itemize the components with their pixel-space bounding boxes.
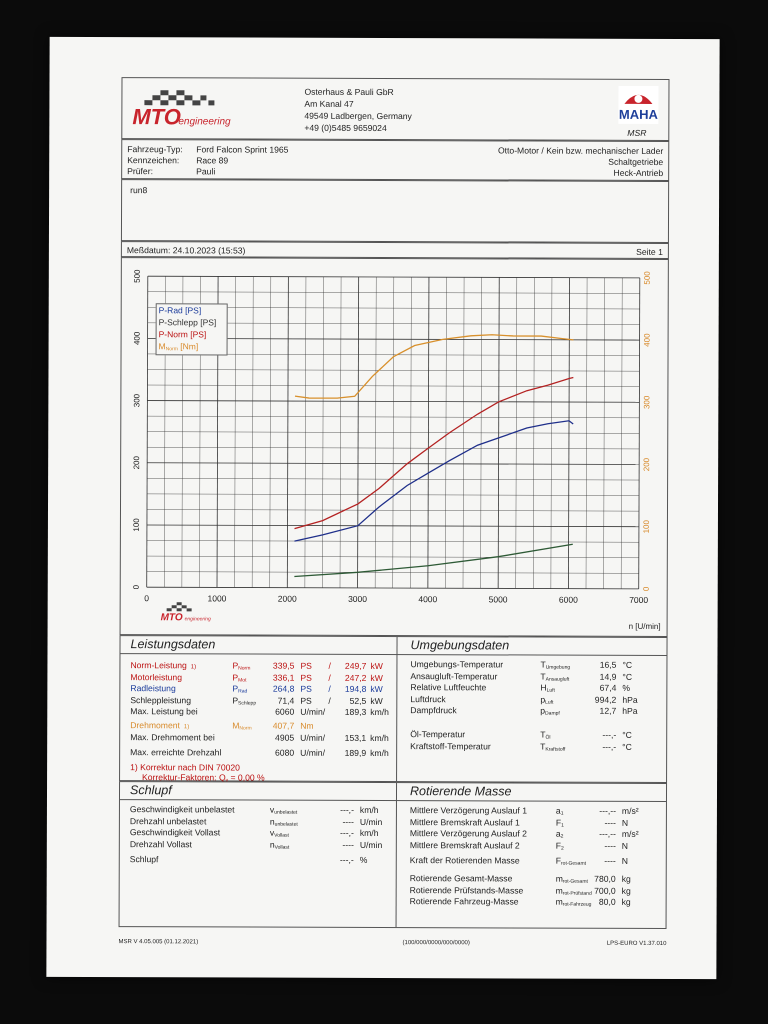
masse-label: Mittlere Bremskraft Auslauf 2 <box>409 839 520 850</box>
x-tick-label: 7000 <box>629 594 649 605</box>
torque-row-unit-2: km/h <box>370 732 389 744</box>
leistung-unit-1: PS <box>300 660 312 671</box>
y-right-tick-label: 500 <box>642 271 652 285</box>
masse-symbol: $m_{rot-Gesamt}$ <box>555 873 588 885</box>
drive-info: Heck-Antrieb <box>613 167 664 178</box>
leistung-value-2: 189,3 <box>344 706 367 717</box>
umgebung-symbol: $T_{Öl}$ <box>540 729 551 741</box>
legend-m-sym: M <box>158 341 166 352</box>
footer-right: LPS-EURO V1.37.010 <box>606 940 667 947</box>
umgebung-label: Kraftstoff-Temperatur <box>410 740 491 751</box>
report-frame <box>118 77 669 949</box>
page-number: Seite 1 <box>636 246 663 257</box>
masse-value: ---- <box>604 855 616 866</box>
leistung-unit-2: km/h <box>370 706 389 718</box>
leistung-unit-2: kW <box>370 660 383 672</box>
umgebung-symbol: $T_{Ansaugluft}$ <box>540 671 570 683</box>
masse-unit: kg <box>621 885 631 896</box>
torque-row-unit-1: U/min/ <box>300 732 326 743</box>
meas-date: Meßdatum: 24.10.2023 (15:53) <box>126 245 246 256</box>
leistung-label: Radleistung <box>130 683 176 694</box>
meas-bar <box>121 241 669 259</box>
masse-value: 780,0 <box>594 873 616 884</box>
legend-p-rad: P-Rad [PS] <box>158 305 202 316</box>
x-axis-label: n [U/min] <box>628 621 661 631</box>
umgebung-symbol: $p_{Luft}$ <box>540 694 554 706</box>
masse-symbol: $F_1$ <box>555 817 564 829</box>
x-tick-label: 5000 <box>488 594 508 605</box>
y-left-tick-label: 0 <box>131 584 141 590</box>
x-tick-label: 2000 <box>277 593 297 604</box>
leistung-unit-1: PS <box>300 672 312 683</box>
leistung-symbol: $P_{Schlepp}$ <box>232 694 257 707</box>
legend-m-sub: Norm <box>165 346 178 353</box>
schlupf-value: ---- <box>342 839 354 850</box>
torque-row-value-1: 6080 <box>275 747 295 758</box>
umgebung-title: Umgebungsdaten <box>410 638 510 653</box>
leistung-sep: / <box>328 683 331 694</box>
y-right-tick-label: 200 <box>642 457 652 472</box>
schlupf-label: Schlupf <box>129 854 159 865</box>
schlupf-unit: U/min <box>359 816 383 827</box>
mini-logo <box>161 602 211 623</box>
schlupf-value: ---,- <box>340 827 354 838</box>
y-right-tick-label: 400 <box>642 333 652 347</box>
schlupf-unit: U/min <box>359 839 383 850</box>
schlupf-symbol: $v_{Vollast}$ <box>269 827 289 839</box>
schlupf-value: ---,- <box>339 854 354 865</box>
leistung-unit-2: kW <box>370 695 383 706</box>
msr-label: MSR <box>627 127 647 138</box>
torque-row-value-2: 189,9 <box>344 747 367 758</box>
leistung-label: Norm-Leistung 1) <box>130 660 197 671</box>
umgebung-label: Öl-Temperatur <box>410 729 466 740</box>
schlupf-value: ---,- <box>340 804 354 815</box>
logo-sub: engineering <box>178 116 231 128</box>
masse-title: Rotierende Masse <box>409 784 512 799</box>
y-right-tick-label: 100 <box>641 520 651 534</box>
maha-logo <box>614 86 662 126</box>
schlupf-label: Drehzahl Vollast <box>129 838 192 849</box>
umgebung-unit: % <box>622 682 631 693</box>
torque-unit: Nm <box>300 720 314 731</box>
umgebung-value: 16,5 <box>599 659 617 670</box>
masse-label: Rotierende Prüfstands-Masse <box>409 884 524 895</box>
type-label: Fahrzeug-Typ: <box>127 144 183 155</box>
umgebung-unit: hPa <box>622 694 638 705</box>
leistung-unit-1: PS <box>300 683 312 694</box>
schlupf-symbol: $v_{unbelastet}$ <box>269 804 298 816</box>
masse-value: ---- <box>604 840 616 851</box>
y-left-tick-label: 400 <box>132 331 142 346</box>
masse-unit: kg <box>621 873 631 884</box>
leistung-value-2: 247,2 <box>344 672 367 683</box>
series-line-0 <box>294 420 573 542</box>
leistung-value-1: 71,4 <box>277 695 295 706</box>
leistung-unit-1: U/min/ <box>300 706 326 717</box>
footer-left: MSR V 4.05.005 (01.12.2021) <box>118 939 199 946</box>
schlupf-unit: km/h <box>359 804 379 815</box>
umgebung-value: 12,7 <box>599 705 617 716</box>
masse-value: ---,-- <box>599 828 616 839</box>
legend-p-norm: P-Norm [PS] <box>158 329 207 340</box>
x-tick-label: 4000 <box>418 594 438 605</box>
schlupf-unit: km/h <box>359 827 379 838</box>
leistung-symbol: $P_{Rad}$ <box>232 683 248 695</box>
leistung-value-1: 6060 <box>275 706 295 717</box>
torque-value: 407,7 <box>272 720 295 731</box>
umgebung-symbol: $T_{Kraftstoff}$ <box>540 741 566 753</box>
report-header <box>121 77 669 141</box>
footnote-1: 1) Korrektur nach DIN 70020 <box>130 762 240 773</box>
umgebung-label: Ansaugluft-Temperatur <box>410 670 498 681</box>
umgebung-value: 994,2 <box>594 694 617 705</box>
umgebung-value: ---,- <box>602 729 617 740</box>
data-box <box>119 635 668 783</box>
leistung-label: Schleppleistung <box>130 694 192 705</box>
masse-unit: N <box>621 840 629 851</box>
leistung-value-2: 52,5 <box>349 695 367 706</box>
logo-text: MTO <box>132 104 181 130</box>
company-line-3: 49549 Ladbergen, Germany <box>304 110 412 122</box>
notes-box <box>121 179 669 243</box>
umgebung-symbol: $T_{Umgebung}$ <box>540 659 571 671</box>
torque-row-value-1: 4905 <box>275 732 295 743</box>
masse-unit: m/s² <box>621 805 639 816</box>
masse-label: Kraft der Rotierenden Masse <box>409 855 520 866</box>
masse-value: ---,-- <box>599 805 616 816</box>
leistung-value-1: 336,1 <box>272 672 295 683</box>
notes-text: run8 <box>130 185 148 196</box>
umgebung-unit: °C <box>622 659 633 670</box>
masse-symbol: $m_{rot-Fahrzeug}$ <box>555 896 592 908</box>
legend-p-schlepp: P-Schlepp [PS] <box>158 317 217 328</box>
leistung-sep: / <box>328 672 331 683</box>
torque-row-unit-1: U/min/ <box>300 747 326 758</box>
footnote-2: Korrektur-Faktoren: $Q_v = 0,00$ % <box>142 772 265 784</box>
x-tick-label: 0 <box>144 593 150 604</box>
masse-unit: N <box>621 817 629 828</box>
masse-label: Rotierende Gesamt-Masse <box>409 873 513 884</box>
mini-logo-sub: engineering <box>184 616 211 623</box>
umgebung-label: Relative Luftfeuchte <box>410 682 487 693</box>
umgebung-value: 67,4 <box>599 682 617 693</box>
gearbox-info: Schaltgetriebe <box>608 156 664 167</box>
masse-symbol: $F_{rot-Gesamt}$ <box>555 855 587 867</box>
tester-label: Prüfer: <box>127 166 153 177</box>
company-line-1: Osterhaus & Pauli GbR <box>304 86 394 98</box>
maha-text: MAHA <box>618 106 658 122</box>
leistung-value-2: 249,7 <box>344 660 367 671</box>
y-right-tick-label: 300 <box>642 395 652 410</box>
y-right-tick-label: 0 <box>641 586 651 592</box>
legend-m-unit: [Nm] <box>177 341 199 352</box>
series-line-2 <box>295 376 574 529</box>
tester-value: Pauli <box>196 166 216 177</box>
masse-value: ---- <box>604 817 616 828</box>
y-left-tick-label: 500 <box>132 269 142 283</box>
masse-value: 80,0 <box>598 896 616 907</box>
y-left-tick-label: 100 <box>131 518 141 532</box>
umgebung-unit: hPa <box>622 705 638 716</box>
umgebung-symbol: $H_{Luft}$ <box>540 682 555 694</box>
schlupf-label: Geschwindigkeit unbelastet <box>129 804 235 815</box>
schlupf-title: Schlupf <box>129 783 172 798</box>
paper-sheet <box>46 37 719 979</box>
masse-value: 700,0 <box>594 885 616 896</box>
torque-row-unit-2: km/h <box>370 747 389 759</box>
schlupf-label: Drehzahl unbelastet <box>129 815 207 826</box>
masse-symbol: $m_{rot-Prüfstand}$ <box>555 885 592 897</box>
masse-unit: m/s² <box>621 828 639 839</box>
torque-row-label: Max. Drehmoment bei <box>130 732 215 743</box>
engine-info: Otto-Motor / Kein bzw. mechanischer Lader <box>497 145 664 156</box>
torque-row-value-2: 153,1 <box>344 732 367 743</box>
plate-label: Kennzeichen: <box>127 155 180 166</box>
leistung-title: Leistungsdaten <box>130 637 216 652</box>
schlupf-value: ---- <box>342 816 354 827</box>
masse-symbol: $a_1$ <box>555 805 564 817</box>
umgebung-label: Dampfdruck <box>410 705 457 716</box>
company-line-2: Am Kanal 47 <box>304 98 354 109</box>
torque-symbol: $M_{Norm}$ <box>232 720 252 732</box>
chart-box <box>120 257 669 637</box>
schlupf-label: Geschwindigkeit Vollast <box>129 827 221 838</box>
leistung-value-1: 339,5 <box>272 660 295 671</box>
torque-label: Drehmoment 1) <box>130 720 190 731</box>
umgebung-unit: °C <box>622 671 633 682</box>
umgebung-label: Luftdruck <box>410 693 446 704</box>
masse-label: Rotierende Fahrzeug-Masse <box>409 896 519 907</box>
umgebung-unit: °C <box>622 729 632 740</box>
leistung-label: Max. Leistung bei <box>130 706 198 717</box>
umgebung-unit: °C <box>622 741 632 752</box>
schlupf-unit: % <box>359 854 368 865</box>
masse-unit: kg <box>621 896 631 907</box>
masse-label: Mittlere Verzögerung Auslauf 1 <box>409 805 528 816</box>
umgebung-label: Umgebungs-Temperatur <box>410 659 504 670</box>
y-left-tick-label: 200 <box>132 456 142 470</box>
leistung-unit-2: kW <box>370 683 383 695</box>
x-tick-label: 6000 <box>558 594 578 605</box>
masse-label: Mittlere Bremskraft Auslauf 1 <box>409 816 520 827</box>
legend-m-norm <box>159 341 199 355</box>
schlupf-symbol: $n_{Vollast}$ <box>269 839 290 851</box>
umgebung-value: ---,- <box>602 741 617 752</box>
leistung-symbol: $P_{Norm}$ <box>232 660 251 672</box>
leistung-unit-1: PS <box>300 695 312 706</box>
chart-legend <box>156 303 228 355</box>
plate-value: Race 89 <box>196 155 229 166</box>
leistung-sep: / <box>328 660 331 671</box>
masse-label: Mittlere Verzögerung Auslauf 2 <box>409 828 527 839</box>
mini-logo-text: MTO <box>160 612 183 624</box>
masse-unit: N <box>621 855 629 866</box>
data-box-2 <box>119 781 668 929</box>
x-tick-label: 1000 <box>207 593 227 604</box>
leistung-unit-2: kW <box>370 672 383 683</box>
leistung-symbol: $P_{Mot}$ <box>232 671 247 684</box>
masse-symbol: $F_2$ <box>555 840 564 852</box>
leistung-label: Motorleistung <box>130 671 183 682</box>
mto-logo <box>130 84 250 132</box>
leistung-sep: / <box>328 695 331 706</box>
torque-row-label: Max. erreichte Drehzahl <box>130 747 222 758</box>
umgebung-symbol: $p_{Dampf}$ <box>540 705 560 717</box>
umgebung-value: 14,9 <box>599 671 617 682</box>
vehicle-box <box>121 139 669 181</box>
footer-center: (100/000/0000/000/0000) <box>402 940 470 947</box>
schlupf-symbol: $n_{unbelastet}$ <box>269 816 298 828</box>
leistung-value-2: 194,8 <box>344 683 367 694</box>
type-value: Ford Falcon Sprint 1965 <box>196 144 289 155</box>
company-line-4: +49 (0)5485 9659024 <box>304 122 387 134</box>
y-left-tick-label: 300 <box>132 393 142 408</box>
x-tick-label: 3000 <box>348 593 368 604</box>
leistung-value-1: 264,8 <box>272 683 295 694</box>
masse-symbol: $a_2$ <box>555 828 564 840</box>
